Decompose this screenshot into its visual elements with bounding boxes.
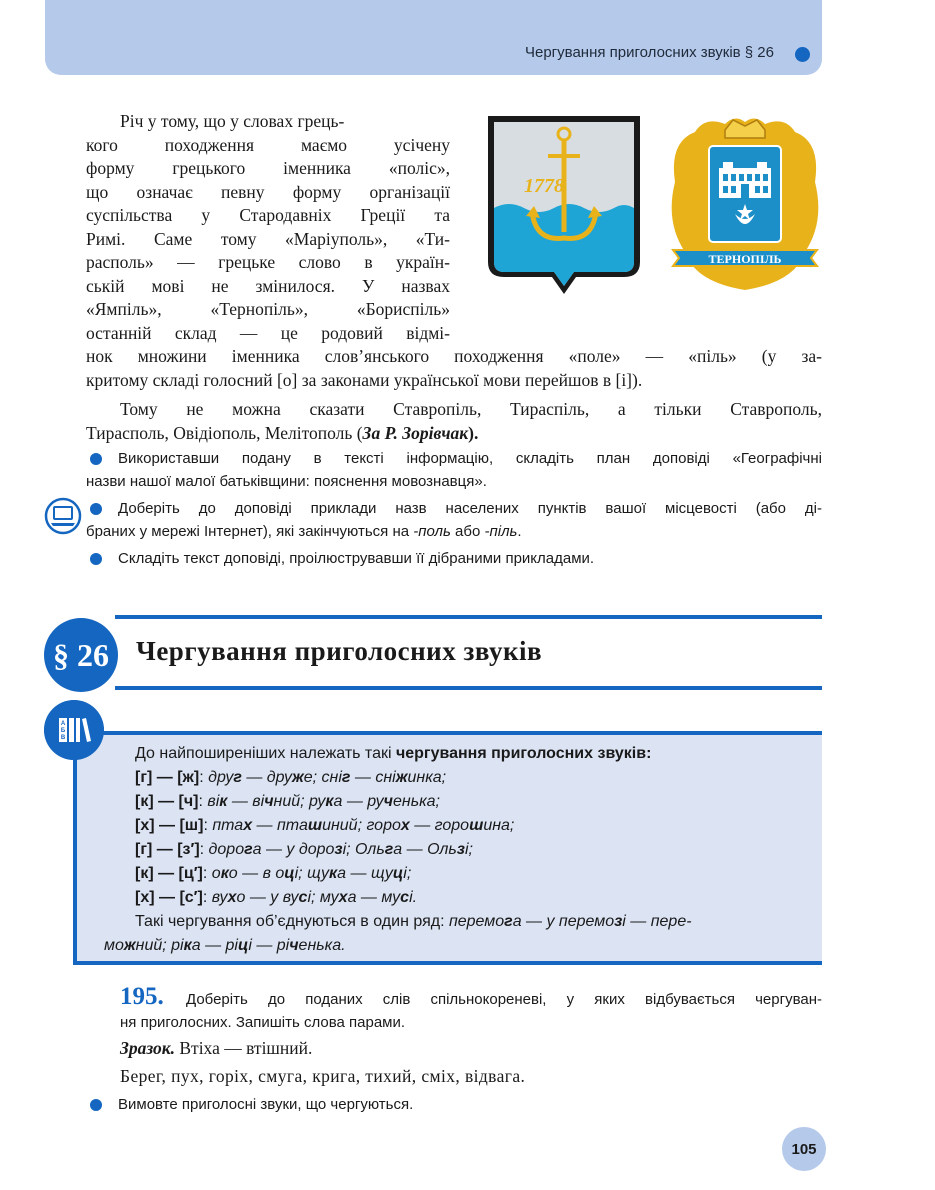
svg-text:В: В xyxy=(60,735,66,741)
alternation-examples: друг — друже; сніг — сніжинка; xyxy=(208,769,447,786)
alternation-examples: око — в оці; щука — щуці; xyxy=(211,865,412,882)
task-2-line xyxy=(86,520,822,543)
alternation-pair: [г] — [ж]: друг — друже; сніг — сніжинка; xyxy=(135,769,447,786)
alternation-pair: [х] — [с′]: вухо — у вусі; муха — мусі. xyxy=(135,889,418,906)
book-shelf-icon xyxy=(44,700,104,760)
mariupol-year: 1778 xyxy=(524,175,564,197)
sample-label: Зразок. xyxy=(120,1038,175,1058)
header-bullet-icon xyxy=(795,47,810,62)
source-close: ). xyxy=(468,422,479,443)
task-2-or: або xyxy=(450,523,485,540)
exercise-instruction: Доберіть до поданих слів спільнокореневі, у яких відбувається чергуван- xyxy=(186,991,822,1008)
alternation-examples: птах — пташиний; горох — горошина; xyxy=(212,817,515,834)
task-bullet-icon xyxy=(90,553,102,565)
section-top-rule xyxy=(115,615,822,619)
alternation-examples: дорога — у дорозі; Ольга — Ользі; xyxy=(208,841,473,858)
exercise-number: 195. xyxy=(120,983,164,1010)
intro-line: Римі. Саме тому «Маріуполь», «Ти- xyxy=(86,228,450,249)
task-2-end: . xyxy=(517,523,522,540)
alternation-pair: [г] — [з′]: дорога — у дорозі; Ольга — Ользі; xyxy=(135,841,473,858)
task-1-line: назви нашої малої батьківщини: пояснення мовознавця». xyxy=(86,473,487,490)
source-line xyxy=(86,422,822,446)
mariupol-coat-of-arms xyxy=(484,112,644,302)
source-line-text: Тирасполь, Овідіополь, Мелітополь ( xyxy=(86,422,363,443)
alternation-sounds: [г] — [з′] xyxy=(135,841,200,858)
rule-intro-bold: чергування приголосних звуків: xyxy=(395,745,652,762)
task-bullet-icon xyxy=(90,453,102,465)
alternation-pair: [к] — [ц′]: око — в оці; щука — щуці; xyxy=(135,865,412,882)
rule-intro xyxy=(135,742,651,766)
intro-line: суспільства у Стародавніх Греції та xyxy=(86,205,450,225)
suffix-pil: -піль xyxy=(484,523,518,540)
laptop-icon xyxy=(44,497,82,535)
task-1-line: Використавши подану в тексті інформацію, складіть план доповіді «Географічні xyxy=(118,450,822,467)
alternation-sounds: [х] — [с′] xyxy=(135,889,203,906)
alternation-sounds: [х] — [ш] xyxy=(135,817,204,834)
source-author: За Р. Зорівчак xyxy=(362,422,469,443)
exercise-task: Вимовте приголосні звуки, що чергуються. xyxy=(118,1096,414,1113)
section-bottom-rule xyxy=(115,686,822,690)
intro-line: кого походження маємо усічену xyxy=(86,134,450,155)
intro-line: форму грецького іменника «поліс», xyxy=(86,158,450,178)
running-header xyxy=(45,0,822,75)
task-bullet-icon xyxy=(90,1099,102,1111)
intro-line: Тому не можна сказати Ставропіль, Тираспіль, а тільки Ставрополь, xyxy=(120,399,822,419)
alternation-examples: вухо — у вусі; муха — мусі. xyxy=(211,889,418,906)
rule-row-text: Такі чергування об’єднуються в один ряд: xyxy=(135,913,449,930)
alternation-pair: [к] — [ч]: вік — вічний; рука — рученька; xyxy=(135,793,440,810)
rule-row-example: перемога — у перемозі — пере- xyxy=(448,913,692,930)
alternation-sounds: [к] — [ц′] xyxy=(135,865,203,882)
running-header-title: Чергування приголосних звуків § 26 xyxy=(525,44,774,61)
suffix-pol: -поль xyxy=(413,523,451,540)
rule-row-line xyxy=(135,910,822,934)
task-3-line: Складіть текст доповіді, проілюструвавши її дібраними прикладами. xyxy=(118,550,595,567)
intro-line: «Ямпіль», «Тернопіль», «Бориспіль» xyxy=(86,299,450,319)
exercise-sample xyxy=(120,1037,820,1061)
alternation-examples: вік — вічний; рука — рученька; xyxy=(207,793,440,810)
task-2-line: Доберіть до доповіді приклади назв населених пунктів вашої місцевості (або ді- xyxy=(118,500,822,517)
alternation-sounds: [г] — [ж] xyxy=(135,769,200,786)
task-2-text: браних у мережі Інтернет), які закінчуються на xyxy=(86,523,414,540)
rule-row-line xyxy=(104,934,346,958)
rule-intro-text: До найпоширеніших належать такі xyxy=(135,745,396,762)
intro-line: располь» — грецьке слово в україн- xyxy=(86,252,450,272)
alternation-pair: [х] — [ш]: птах — пташиний; горох — горошина; xyxy=(135,817,515,834)
svg-text:Б: Б xyxy=(60,728,66,734)
ternopil-coat-of-arms xyxy=(665,112,825,297)
section-title: Чергування приголосних звуків xyxy=(136,636,543,666)
intro-line: ській мові не змінилося. У назвах xyxy=(86,275,450,296)
intro-line: що означає певну форму організації xyxy=(86,181,450,202)
page-number: 105 xyxy=(782,1127,826,1171)
svg-text:А: А xyxy=(60,721,66,727)
intro-line: останній склад — це родовий відмі- xyxy=(86,322,450,343)
alternation-sounds: [к] — [ч] xyxy=(135,793,199,810)
ternopil-name: ТЕРНОПІЛЬ xyxy=(708,252,782,266)
intro-line: нок множини іменника слов’янського походження «поле» — «піль» (у за- xyxy=(86,346,822,366)
intro-line: Річ у тому, що у словах грець- xyxy=(120,111,345,131)
task-bullet-icon xyxy=(90,503,102,515)
exercise-words: Берег, пух, горіх, смуга, крига, тихий, сміх, відвага. xyxy=(120,1066,526,1086)
rule-row-example: можний; ріка — ріці — річенька. xyxy=(104,937,346,954)
section-number-badge: § 26 xyxy=(44,618,118,692)
sample-text: Втіха — втішний. xyxy=(179,1038,313,1058)
exercise-instruction: ня приголосних. Запишіть слова парами. xyxy=(120,1014,406,1031)
intro-line: критому складі голосний [о] за законами української мови перейшов в [і]). xyxy=(86,369,643,390)
